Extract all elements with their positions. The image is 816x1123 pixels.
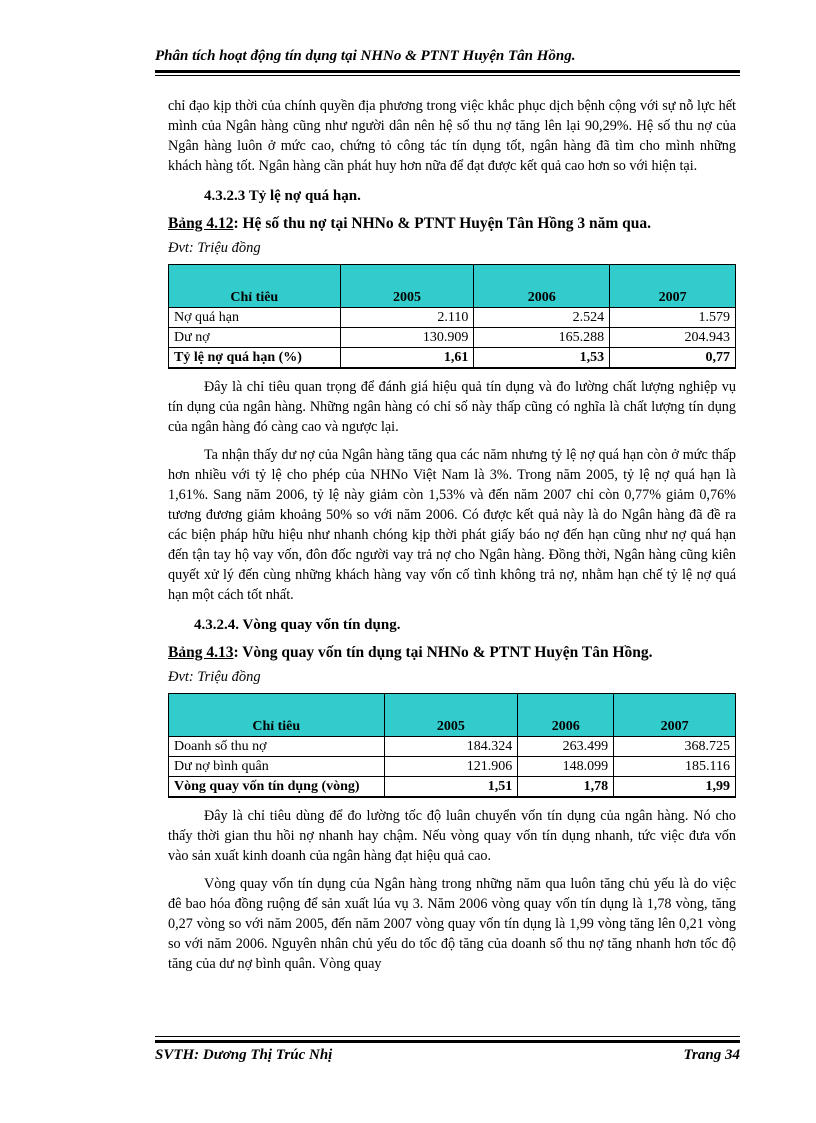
footer-rule-thick xyxy=(155,1040,740,1043)
table-row xyxy=(169,348,736,369)
table-1-label: Bảng 4.12 xyxy=(168,215,234,232)
table-1-header-2006: 2006 xyxy=(474,265,610,308)
table-cell: 204.943 xyxy=(610,328,736,348)
table-cell: 0,77 xyxy=(610,348,736,369)
table-cell: 1,53 xyxy=(474,348,610,369)
table-2 xyxy=(168,693,736,798)
paragraph-2: Đây là chỉ tiêu quan trọng để đánh giá hiệu quả tín dụng và đo lường chất lượng nghiệp vụ tín dụng của ngân hàng. Những ngân hàng có chỉ số này thấp cũng có nghĩa là chất lượng tín dụng của ngân hàng đó càng cao và ngược lại. xyxy=(168,379,736,435)
table-cell: 2.110 xyxy=(340,308,474,328)
table-cell: 130.909 xyxy=(340,328,474,348)
table-row xyxy=(169,777,736,798)
table-row xyxy=(169,737,736,757)
table-1-header-2005: 2005 xyxy=(340,265,474,308)
table-1-title: : Hệ số thu nợ tại NHNo & PTNT Huyện Tân Hồng 3 năm qua. xyxy=(233,215,652,232)
table-cell: Tỷ lệ nợ quá hạn (%) xyxy=(169,348,341,369)
table-2-label: Bảng 4.13 xyxy=(168,644,234,661)
table-cell: 1,51 xyxy=(384,777,518,798)
footer-rule-thin xyxy=(155,1036,740,1037)
table-2-title: : Vòng quay vốn tín dụng tại NHNo & PTNT Huyện Tân Hồng. xyxy=(233,644,653,661)
table-cell: 1.579 xyxy=(610,308,736,328)
header-rule-thin xyxy=(155,75,740,76)
table-1-header-2007: 2007 xyxy=(610,265,736,308)
paragraph-5: Vòng quay vốn tín dụng của Ngân hàng trong những năm qua luôn tăng chủ yếu là do việc đê bao hóa đồng ruộng để sản xuất lúa vụ 3. Năm 2006 vòng quay vốn tín dụng là 1,78 vòng, tăng 0,27 vòng so với năm 2005, đến năm 2007 vòng quay vốn tín dụng là 1,99 vòng tăng lên 0,21 vòng so với năm 2006. Nguyên nhân chủ yếu do tốc độ tăng của doanh số thu nợ tăng nhanh hơn tốc độ tăng của dư nợ bình quân. Vòng quay xyxy=(168,876,736,972)
footer-page-number: Trang 34 xyxy=(683,1047,740,1063)
footer-author: SVTH: Dương Thị Trúc Nhị xyxy=(155,1047,333,1063)
page-body xyxy=(168,96,736,974)
table-2-header-2006: 2006 xyxy=(518,694,614,737)
table-cell: 2.524 xyxy=(474,308,610,328)
table-2-header-2007: 2007 xyxy=(614,694,736,737)
table-1-header-row xyxy=(169,265,736,308)
table-2-header-2005: 2005 xyxy=(384,694,518,737)
table-cell: 368.725 xyxy=(614,737,736,757)
table-cell: Nợ quá hạn xyxy=(169,308,341,328)
table-row xyxy=(169,308,736,328)
table-cell: 185.116 xyxy=(614,757,736,777)
page-header: Phân tích hoạt động tín dụng tại NHNo & PTNT Huyện Tân Hồng. xyxy=(155,48,576,64)
table-2-caption xyxy=(168,643,736,663)
table-cell: 1,99 xyxy=(614,777,736,798)
header-rule-thick xyxy=(155,70,740,73)
paragraph-4: Đây là chỉ tiêu dùng để đo lường tốc độ luân chuyển vốn tín dụng của ngân hàng. Nó cho thấy thời gian thu hồi nợ nhanh hay chậm. Nếu vòng quay vốn tín dụng nhanh, tức việc đưa vốn vào sản xuất kinh doanh của ngân hàng đạt hiệu quả cao. xyxy=(168,808,736,864)
table-2-header-row xyxy=(169,694,736,737)
table-cell: 184.324 xyxy=(384,737,518,757)
table-cell: Vòng quay vốn tín dụng (vòng) xyxy=(169,777,385,798)
table-cell: 148.099 xyxy=(518,757,614,777)
page-footer xyxy=(155,1047,740,1064)
table-row xyxy=(169,328,736,348)
table-cell: 165.288 xyxy=(474,328,610,348)
table-cell: 1,78 xyxy=(518,777,614,798)
section-heading-4323: 4.3.2.3 Tỷ lệ nợ quá hạn. xyxy=(204,188,361,204)
table-cell: Dư nợ bình quân xyxy=(169,757,385,777)
table-1-unit: Đvt: Triệu đồng xyxy=(168,240,261,256)
table-cell: Dư nợ xyxy=(169,328,341,348)
table-cell: 121.906 xyxy=(384,757,518,777)
paragraph-3: Ta nhận thấy dư nợ của Ngân hàng tăng qua các năm nhưng tỷ lệ nợ quá hạn còn ở mức thấp hơn nhiều với tỷ lệ cho phép của NHNo Việt Nam là 3%. Trong năm 2005, tỷ lệ nợ quá hạn là 1,61%. Sang năm 2006, tỷ lệ này giảm còn 1,53% và đến năm 2007 chỉ còn 0,77% giảm 0,76% tương đương giảm khoảng 50% so với năm 2006. Có được kết quả này là do Ngân hàng đã đề ra các biện pháp hữu hiệu như nhanh chóng kịp thời phát giấy báo nợ đến hạn cũng như nợ quá hạn đến tận tay hộ vay vốn, đôn đốc người vay trả nợ cho Ngân hàng. Đồng thời, Ngân hàng cũng kiên quyết xử lý đến cùng những khách hàng vay vốn cố tình không trả nợ, nhằm hạn chế tỷ lệ nợ quá hạn một cách tốt nhất. xyxy=(168,447,736,603)
table-cell: 263.499 xyxy=(518,737,614,757)
table-2-header-label: Chỉ tiêu xyxy=(169,694,385,737)
table-row xyxy=(169,757,736,777)
table-1-caption xyxy=(168,214,736,234)
paragraph-1: chỉ đạo kịp thời của chính quyền địa phương trong việc khắc phục dịch bệnh cộng với sự nỗ lực hết mình của Ngân hàng cũng như người dân nên hệ số thu nợ tăng lên lại 90,29%. Hệ số thu nợ của Ngân hàng luôn ở mức cao, chứng tỏ công tác tín dụng tốt, ngân hàng đã tìm cho mình những khách hàng tốt. Ngân hàng cần phát huy hơn nữa để đạt được kết quả cao hơn so với hiện tại. xyxy=(168,98,736,174)
section-heading-4324: 4.3.2.4. Vòng quay vốn tín dụng. xyxy=(194,617,401,633)
table-cell: 1,61 xyxy=(340,348,474,369)
table-1-header-label: Chỉ tiêu xyxy=(169,265,341,308)
table-2-unit: Đvt: Triệu đồng xyxy=(168,669,261,685)
table-cell: Doanh số thu nợ xyxy=(169,737,385,757)
table-1 xyxy=(168,264,736,369)
